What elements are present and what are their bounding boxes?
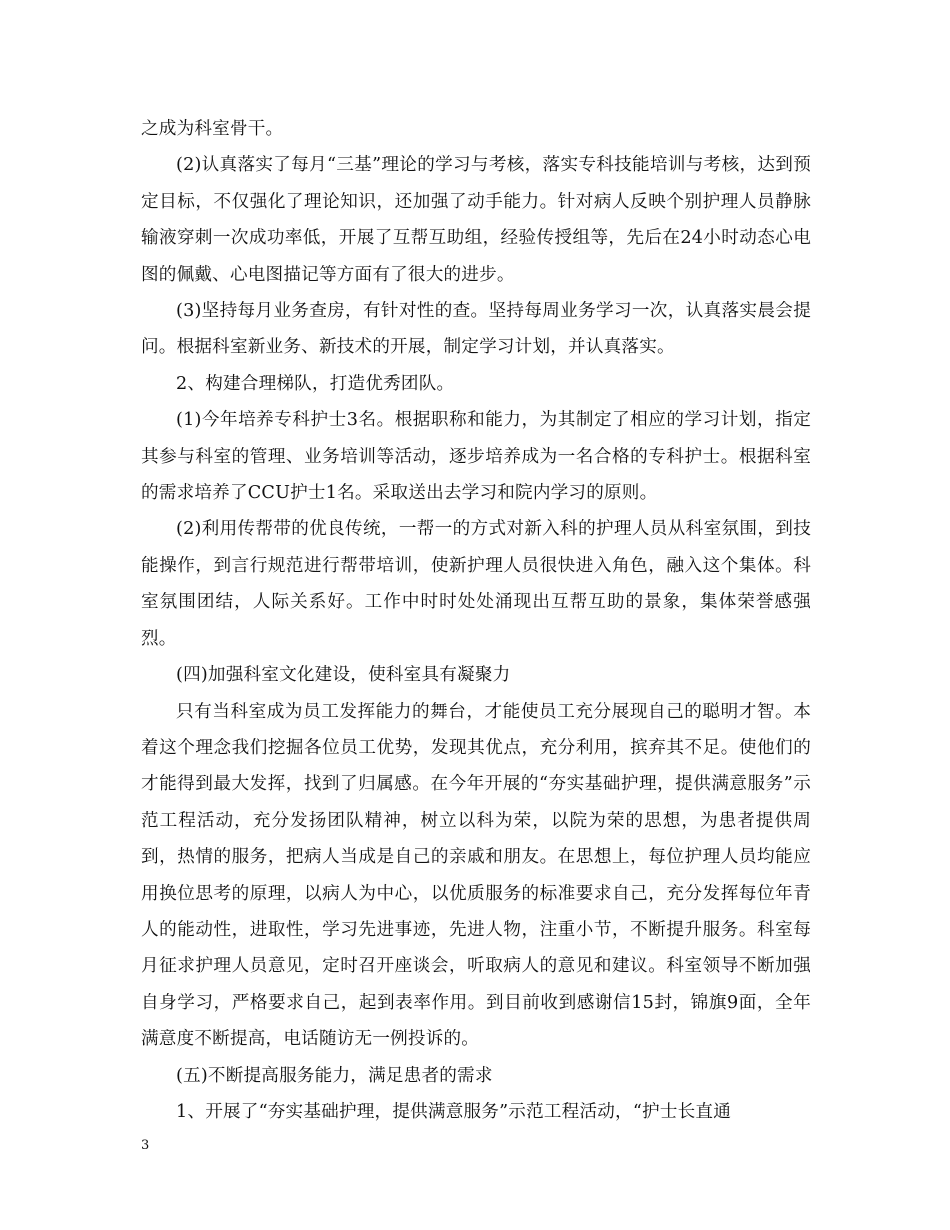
paragraph-8: 只有当科室成为员工发挥能力的舞台，才能使员工充分展现自己的聪明才智。本着这个理念我们挖掘各位员工优势，发现其优点，充分利用，摈弃其不足。使他们的才能得到最大发挥，找到了归属感。在今年开展的“夯实基础护理，提供满意服务”示范工程活动，充分发扬团队精神，树立以科为荣，以院为荣的思想，为患者提供周到，热情的服务，把病人当成是自己的亲戚和朋友。在思想上，每位护理人员均能应用换位思考的原理，以病人为中心，以优质服务的标准要求自己，充分发挥每位年青人的能动性，进取性，学习先进事迹，先进人物，注重小节，不断提升服务。科室每月征求护理人员意见，定时召开座谈会，听取病人的意见和建议。科室领导不断加强自身学习，严格要求自己，起到表率作用。到目前收到感谢信15封，锦旗9面，全年满意度不断提高，电话随访无一例投诉的。 [141, 701, 811, 1050]
paragraph-10: 1、开展了“夯实基础护理，提供满意服务”示范工程活动，“护士长直通 [176, 1101, 731, 1122]
paragraph-5: (1)今年培养专科护士3名。根据职称和能力，为其制定了相应的学习计划，指定其参与科室的管理、业务培训等活动，逐步培养成为一名合格的专科护士。根据科室的需求培养了CCU护士1名。采取送出去学习和院内学习的原则。 [141, 410, 811, 504]
page-number: 3 [141, 1138, 150, 1153]
document-body [141, 111, 811, 1130]
section-heading-5: (五)不断提高服务能力，满足患者的需求 [176, 1065, 493, 1086]
section-heading-4: (四)加强科室文化建设，使科室具有凝聚力 [176, 665, 511, 686]
paragraph-1: 之成为科室骨干。 [141, 119, 284, 139]
paragraph-6: (2)利用传帮带的优良传统，一帮一的方式对新入科的护理人员从科室氛围，到技能操作，到言行规范进行帮带培训，使新护理人员很快进入角色，融入这个集体。科室氛围团结，人际关系好。工作中时时处处涌现出互帮互助的景象，集体荣誉感强烈。 [141, 519, 811, 649]
section-heading-2: 2、构建合理梯队，打造优秀团队。 [176, 373, 455, 394]
paragraph-3: (3)坚持每月业务查房，有针对性的查。坚持每周业务学习一次，认真落实晨会提问。根据科室新业务、新技术的开展，制定学习计划，并认真落实。 [141, 301, 811, 358]
paragraph-2: (2)认真落实了每月“三基”理论的学习与考核，落实专科技能培训与考核，达到预定目标，不仅强化了理论知识，还加强了动手能力。针对病人反映个别护理人员静脉输液穿刺一次成功率低，开展了互帮互助组，经验传授组等，先后在24小时动态心电图的佩戴、心电图描记等方面有了很大的进步。 [141, 155, 811, 285]
